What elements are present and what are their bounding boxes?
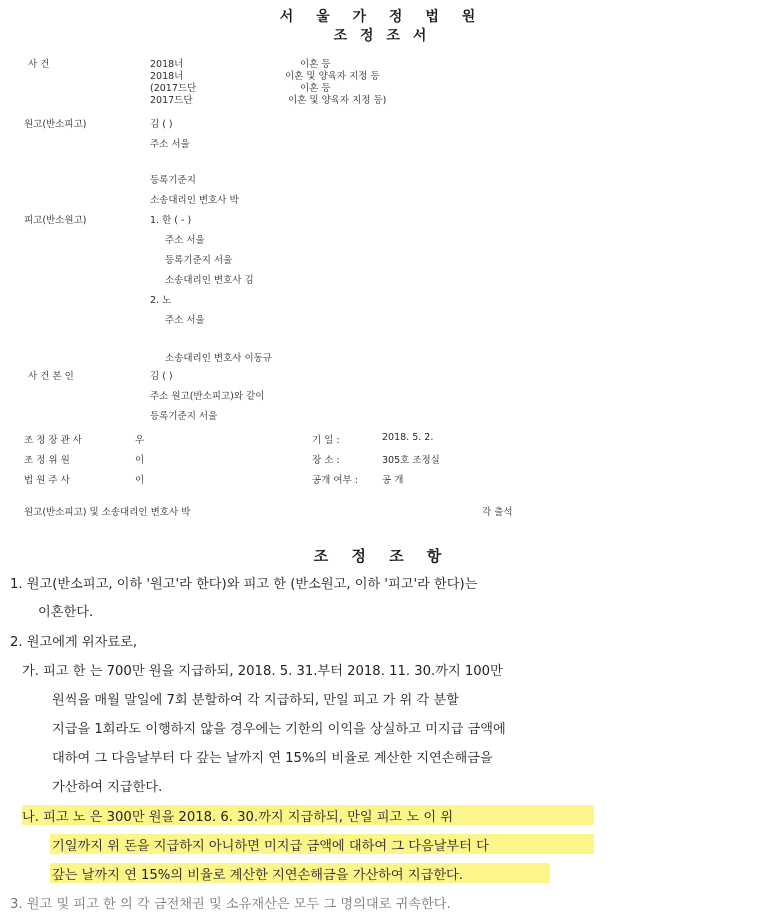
- official-judge-label: 조 정 장 관 사: [24, 435, 82, 446]
- defendant1-registry: 등록기준지 서울: [165, 255, 233, 266]
- plaintiff-address: 주소 서울: [150, 139, 190, 150]
- plaintiff-name: 김 ( ): [150, 119, 173, 130]
- clause-2: 2. 원고에게 위자료로,: [10, 635, 138, 650]
- clause-2-ga-line-4: 대하여 그 다음날부터 다 갚는 날까지 연 15%의 비율로 계산한 지연손해금을: [52, 751, 493, 766]
- defendant2-address: 주소 서울: [165, 315, 205, 326]
- case-name-1: 이혼 등: [300, 59, 331, 70]
- principal-address: 주소 원고(반소피고)와 같이: [150, 391, 265, 402]
- case-name-2: 이혼 및 양육자 지정 등: [285, 71, 380, 82]
- document-title: 조 정 조 서: [333, 28, 431, 44]
- defendant1-address: 주소 서울: [165, 235, 205, 246]
- section-title: 조 정 조 항: [313, 547, 451, 565]
- defendant2-attorney: 소송대리인 변호사 이동규: [165, 353, 272, 364]
- case-no-3: (2017드단: [150, 83, 197, 94]
- clause-2-ga-line-3: 지급을 1회라도 이행하지 않을 경우에는 기한의 이익을 상실하고 미지급 금액에: [52, 722, 506, 737]
- clause-3-partial: 3. 원고 및 피고 한 의 각 금전채권 및 소유재산은 모두 그 명의대로 귀속한다.: [10, 897, 451, 912]
- clause-1-line-1: 1. 원고(반소피고, 이하 '원고'라 한다)와 피고 한 (반소원고, 이하 '피고'라 한다)는: [10, 577, 478, 592]
- case-name-4: 이혼 및 양육자 지정 등): [288, 95, 387, 106]
- defendant1-attorney: 소송대리인 변호사 김: [165, 275, 254, 286]
- session-place-label: 장 소 :: [312, 455, 340, 466]
- session-place: 305호 조정실: [382, 455, 440, 466]
- case-no-1: 2018너: [150, 59, 184, 70]
- official-judge-name: 우: [135, 435, 145, 446]
- publicity-label: 공개 여부 :: [312, 475, 358, 486]
- case-no-2: 2018너: [150, 71, 184, 82]
- defendant1-name: 1. 한 ( - ): [150, 215, 192, 226]
- attendance-status: 각 출석: [482, 507, 513, 518]
- official-mediator-label: 조 정 위 원: [24, 455, 70, 466]
- session-date: 2018. 5. 2.: [382, 432, 434, 443]
- clause-2-na-line-3: 갚는 날까지 연 15%의 비율로 계산한 지연손해금을 가산하여 지급한다.: [52, 868, 463, 883]
- court-name: 서 울 가 정 법 원: [279, 9, 485, 25]
- defendant2-name: 2. 노: [150, 295, 172, 306]
- case-label: 사 건: [28, 59, 50, 70]
- case-name-3: 이혼 등: [300, 83, 331, 94]
- official-clerk-name: 이: [135, 475, 145, 486]
- clause-2-ga-line-5: 가산하여 지급한다.: [52, 780, 163, 795]
- publicity-value: 공 개: [382, 475, 404, 486]
- clause-1-line-2: 이혼한다.: [38, 605, 94, 620]
- clause-2-na-line-2: 기일까지 위 돈을 지급하지 아니하면 미지급 금액에 대하여 그 다음날부터 다: [52, 839, 489, 854]
- attendance-text: 원고(반소피고) 및 소송대리인 변호사 박: [24, 507, 191, 518]
- plaintiff-attorney: 소송대리인 변호사 박: [150, 195, 239, 206]
- case-no-4: 2017드단: [150, 95, 193, 106]
- principal-label: 사 건 본 인: [28, 371, 74, 382]
- official-mediator-name: 이: [135, 455, 145, 466]
- principal-registry: 등록기준지 서울: [150, 411, 218, 422]
- session-date-label: 기 일 :: [312, 435, 340, 446]
- clause-2-na-line-1: 나. 피고 노 은 300만 원을 2018. 6. 30.까지 지급하되, 만일 피고 노 이 위: [22, 810, 454, 825]
- clause-2-ga-line-2: 원씩을 매월 말일에 7회 분할하여 각 지급하되, 만일 피고 가 위 각 분할: [52, 693, 459, 708]
- plaintiff-label: 원고(반소피고): [24, 119, 87, 130]
- principal-name: 김 ( ): [150, 371, 173, 382]
- clause-2-ga-line-1: 가. 피고 한 는 700만 원을 지급하되, 2018. 5. 31.부터 2018. 11. 30.까지 100만: [22, 664, 503, 679]
- plaintiff-registry: 등록기준지: [150, 175, 196, 186]
- official-clerk-label: 법 원 주 사: [24, 475, 70, 486]
- defendant-label: 피고(반소원고): [24, 215, 87, 226]
